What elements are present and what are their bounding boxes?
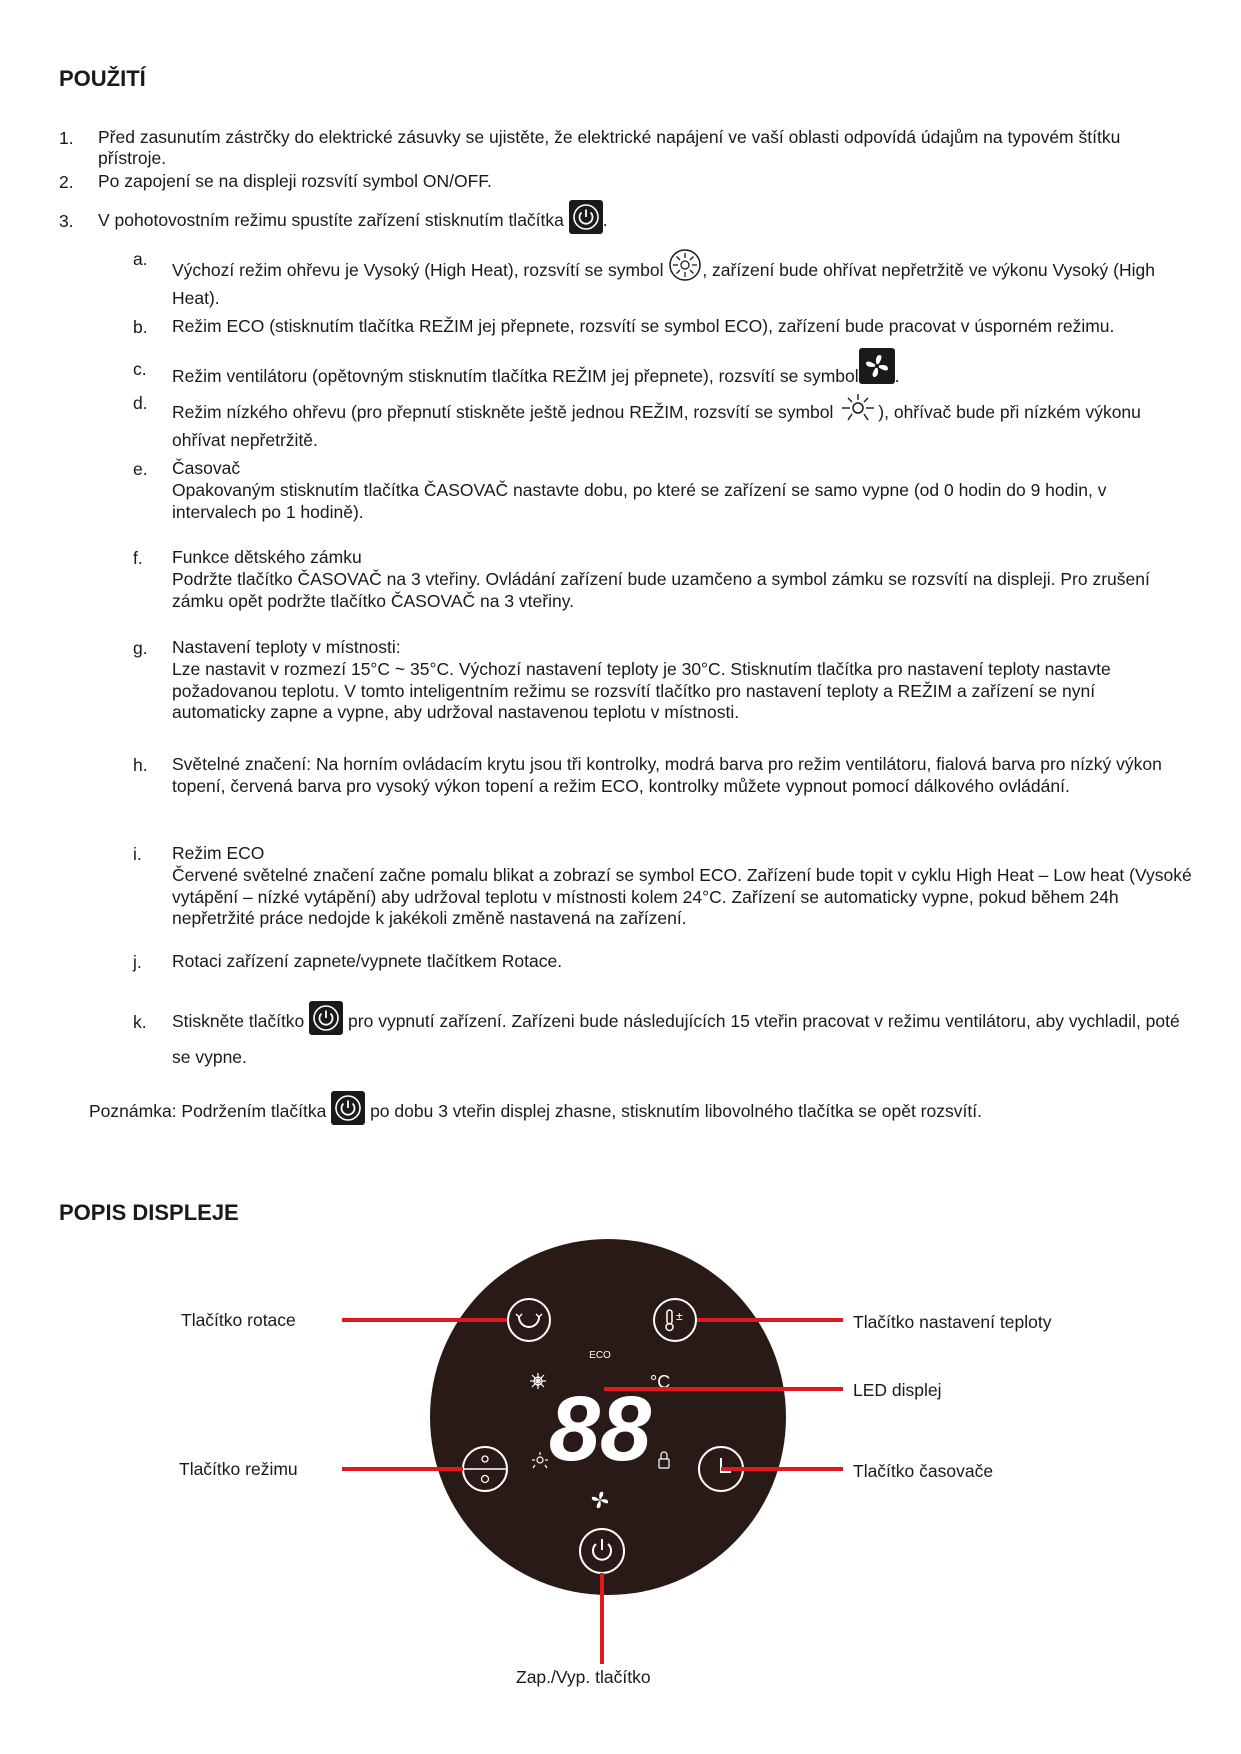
eco-indicator: ECO — [589, 1350, 611, 1361]
subitem-text-h: Světelné značení: Na horním ovládacím krytu jsou tři kontrolky, modrá barva pro režim ventilátoru, fialová barva pro nízký výkon topení, červená barva pro vysoký výkon topení a režim ECO, kontrolky můžete vypnout pomocí dálkového ovládání. — [172, 754, 1162, 796]
subitem-letter-g: g. — [133, 638, 148, 658]
item-number-3: 3. — [59, 211, 74, 231]
subitem-text-f: Podržte tlačítko ČASOVAČ na 3 vteřiny. Ovládání zařízení bude uzamčeno a symbol zámku se rozsvítí na displeji. Pro zrušení zámku opět podržte tlačítko ČASOVAČ na 3 vteřiny. — [172, 569, 1150, 611]
item-text-1: Před zasunutím zástrčky do elektrické zásuvky se ujistěte, že elektrické napájení ve vaší oblasti odpovídá údajům na typovém štítku přístroje. — [98, 127, 1121, 168]
subitem-head-i: Režim ECO — [172, 843, 265, 863]
fan-icon — [859, 348, 895, 396]
subitem-letter-c: c. — [133, 359, 147, 379]
item-3-line: V pohotovostním režimu spustíte zařízení stisknutím tlačítka . — [98, 200, 608, 238]
note: Poznámka: Podržením tlačítka po dobu 3 vteřin displej zhasne, stisknutím libovolného tlačítka se opět rozsvítí. — [89, 1091, 982, 1129]
label-timer: Tlačítko časovače — [853, 1461, 994, 1481]
label-temp: Tlačítko nastavení teploty — [853, 1312, 1052, 1332]
power-icon — [569, 200, 603, 234]
subitem-text-b: Režim ECO (stisknutím tlačítka REŽIM jej přepnete, rozsvítí se symbol ECO), zařízení bude pracovat v úsporném režimu. — [172, 316, 1115, 336]
subitem-letter-f: f. — [133, 548, 143, 568]
label-led: LED displej — [853, 1380, 942, 1400]
item-number-1: 1. — [59, 128, 74, 148]
high-heat-indicator-icon — [530, 1373, 546, 1389]
subitem-letter-k: k. — [133, 1012, 147, 1032]
section-title-usage: POUŽITÍ — [59, 66, 146, 91]
subitem-head-e: Časovač — [172, 458, 241, 478]
power-icon — [309, 1001, 343, 1035]
section-title-display: POPIS DISPLEJE — [59, 1200, 239, 1225]
label-mode: Tlačítko režimu — [179, 1459, 298, 1479]
subitem-text-c: Režim ventilátoru (opětovným stisknutím tlačítka REŽIM jej přepnete), rozsvítí se symbol . — [172, 348, 900, 396]
subitem-letter-e: e. — [133, 459, 148, 479]
subitem-letter-j: j. — [133, 952, 142, 972]
subitem-letter-h: h. — [133, 755, 148, 775]
subitem-text-k-line1: Stiskněte tlačítko pro vypnutí zařízení. Zařízeni bude následujících 15 vteřin pracovat v režimu ventilátoru, aby vychladil, poté se vypne. — [172, 1001, 1192, 1075]
subitem-text-e: Opakovaným stisknutím tlačítka ČASOVAČ nastavte dobu, po které se zařízení se samo vypne (od 0 hodin do 9 hodin, v intervalech po 1 hodině). — [172, 480, 1107, 522]
item-text-3: V pohotovostním režimu spustíte zařízení stisknutím tlačítka — [98, 210, 564, 230]
power-icon — [331, 1091, 365, 1125]
subitem-text-j: Rotaci zařízení zapnete/vypnete tlačítkem Rotace. — [172, 951, 563, 971]
subitem-text-i: Červené světelné značení začne pomalu blikat a zobrazí se symbol ECO. Zařízení bude topit v cyklu High Heat – Low heat (Vysoké vytápění – nízké vytápění) aby udržoval teplotu v místnosti kolem 24°C. Zařízení se automaticky vypne, pokud během 24h nepřetržité práce nedojde k jakékoli změně nastavená na zařízení. — [172, 865, 1192, 928]
subitem-text-a: Výchozí režim ohřevu je Vysoký (High Heat), rozsvítí se symbol , zařízení bude ohřívat nepřetržitě ve výkonu Vysoký (High Heat). — [172, 248, 1192, 309]
label-power: Zap./Vyp. tlačítko — [516, 1667, 651, 1687]
subitem-letter-b: b. — [133, 317, 148, 337]
plus-minus-icon: ± — [676, 1309, 683, 1323]
subitem-letter-i: i. — [133, 844, 142, 864]
subitem-text-d: Režim nízkého ohřevu (pro přepnutí stiskněte ještě jednou REŽIM, rozsvítí se symbol ), ohřívač bude při nízkém výkonu ohřívat nepřetržitě. — [172, 392, 1192, 451]
celsius-unit: °C — [650, 1372, 671, 1392]
item-number-2: 2. — [59, 172, 74, 192]
led-digits: 88 — [548, 1378, 652, 1480]
subitem-letter-d: d. — [133, 393, 148, 413]
subitem-head-f: Funkce dětského zámku — [172, 547, 362, 567]
label-rotation: Tlačítko rotace — [181, 1310, 296, 1330]
item-text-2: Po zapojení se na displeji rozsvítí symbol ON/OFF. — [98, 171, 492, 191]
low-heat-icon — [838, 392, 878, 430]
high-heat-icon — [668, 248, 702, 288]
subitem-letter-a: a. — [133, 249, 148, 269]
subitem-text-g: Lze nastavit v rozmezí 15°C ~ 35°C. Výchozí nastavení teploty je 30°C. Stisknutím tlačítka pro nastavení teploty nastavte požadovanou teplotu. V tomto inteligentním režimu se rozsvítí tlačítko pro nastavení teploty a REŽIM a zařízení se nyní automaticky zapne a vypne, aby udržoval nastavenou teplotu v místnosti. — [172, 659, 1111, 722]
subitem-head-g: Nastavení teploty v místnosti: — [172, 637, 401, 657]
